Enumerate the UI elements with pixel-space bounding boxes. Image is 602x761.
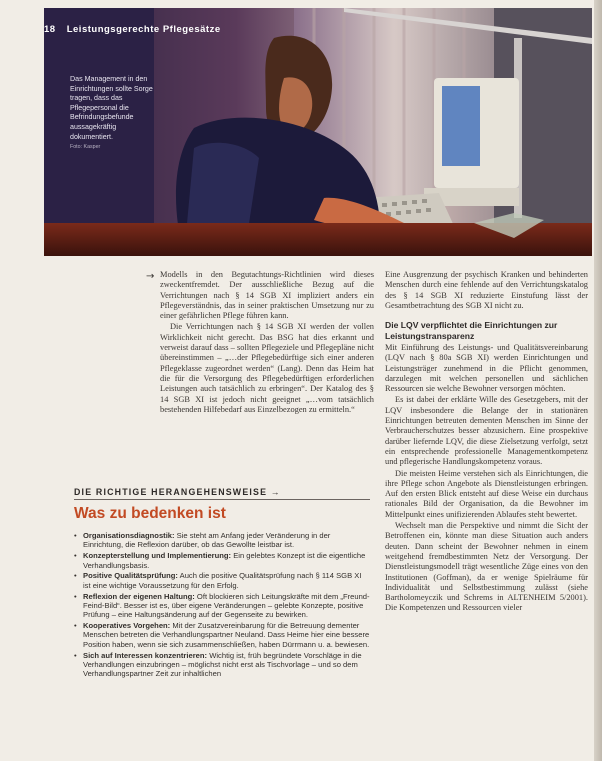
item-text: Sie steht am Anfang jeder Veränderung in der Einrichtung, die Reflexion darüber, ob das Gewollte leistbar ist. <box>83 531 331 550</box>
section-subheading: Die LQV verpflichtet die Einrichtungen zur Leistungstransparenz <box>385 320 558 341</box>
item-text: Oft blockieren sich Leitungskräfte mit dem „Freund-Feind-Bild“. Besser ist es, über eigene Veränderungen – gelebte Konzepte, positive Prüfung – eine Haltungsänderung auf der Gegenseite zu bewirken. <box>83 591 370 620</box>
list-item <box>74 651 370 679</box>
item-lead: Konzepterstellung und Implementierung: <box>83 551 232 561</box>
arrow-right-icon: → <box>146 271 155 282</box>
list-item <box>74 531 370 550</box>
box-divider <box>74 499 370 500</box>
paragraph: Die Verrichtungen nach § 14 SGB XI werden der vollen Wirklichkeit nicht gerecht. Das BSG hat dies erkannt und verweist darauf dass – sollten Pflegeziele und Pflegepläne nicht übereinstimmen – „…der Pflegebedürftige sich einer anderen Pflegeklasse zugeordnet werden“ (Lang). Denn das Heim hat die für die Versorgung des Pflegebedürftigen erforderlichen Leistungen auch tatsächlich zu erbringen“. Der Katalog des § 14 SGB XI ist jedoch nicht geeignet „…vom tatsächlich bestehenden Hilfebedarf aus Einzelbezogen zu ermitteln.“ <box>160 322 374 414</box>
box-title: Was zu bedenken ist <box>74 505 226 522</box>
list-item <box>74 592 370 620</box>
item-text: Wichtig ist, früh begründete Vorschläge in die Verhandlungen einzubringen – möglichst nicht erst als Tischvorlage – und so dem Verhandlungspartner Zeit zur inhaltlichen <box>83 650 362 679</box>
photo-credit: Foto: Kasper <box>70 144 101 151</box>
page-number: 18 <box>44 24 56 35</box>
paragraph: Eine Ausgrenzung der psychisch Kranken und behinderten Menschen durch eine fehlende auf den Verrichtungskatalog des § 14 SGB XI reduzierte Einstufung lässt der Gesamtbetrachtung des SGB XI nicht zu. <box>385 270 588 310</box>
paragraph: Modells in den Begutachtungs-Richtlinien wird dieses zweckentfremdet. Der ausschließliche Bezug auf die Verrichtungen nach § 14 SGB XI impliziert anders ein Pflegeverständnis, das in seiner praktischen Umsetzung nur zu einer gefährlichen Pflege führen kann. <box>160 270 374 321</box>
item-lead: Kooperatives Vorgehen: <box>83 621 171 631</box>
box-kicker: DIE RICHTIGE HERANGEHENSWEISE → <box>74 487 281 497</box>
paragraph: Die meisten Heime verstehen sich als Einrichtungen, die ihre Pflege schon Angebote als Dienstleistungen erbringen. Auf den ersten Blick entsteht auf diese Weise ein durchaus rationales Bild der Organisation, da die Bewohner im Mittelpunkt eines unifizierenden Ablaufes steht bewertet. <box>385 468 588 519</box>
item-text: Auch die positive Qualitätsprüfung nach § 114 SGB XI ist eine wichtige Voraussetzung für den Erfolg. <box>83 571 362 590</box>
item-lead: Sich auf Interessen konzentrieren: <box>83 650 208 660</box>
page-gutter-shadow <box>594 0 602 761</box>
checklist <box>74 531 370 680</box>
body-column-right <box>385 270 588 615</box>
running-title: Leistungsgerechte Pflegesätze <box>66 24 221 35</box>
item-lead: Organisationsdiagnostik: <box>83 531 175 540</box>
body-column-left <box>160 270 374 416</box>
photo-caption <box>70 75 158 153</box>
list-item <box>74 551 370 570</box>
item-text: Mit der Zusatzvereinbarung für die Betreuung dementer Menschen betreten die Verhandlungspartner Neuland. Dass Heime hier eine bessere Position haben, wenn sie sich zusammenschließen, haben Dürrmann u. a. bewiesen. <box>83 621 370 649</box>
list-item <box>74 571 370 590</box>
caption-text: Das Management in den Einrichtungen sollte Sorge tragen, dass das Pflegepersonal die Befrindungsbefunde aussagekräftig dokumentiert. <box>70 75 153 141</box>
paragraph: Mit Einführung des Leistungs- und Qualitätsvereinbarung (LQV nach § 80a SGB XI) werden Einrichtungen und Leistungsträger zunehmend in die Pflicht genommen, darzulegen mit welchen personellen und sächlichen Ressourcen sie welche Bewohner versorgen möchten. <box>385 343 588 394</box>
item-lead: Reflexion der eigenen Haltung: <box>83 591 195 601</box>
running-header <box>44 24 221 35</box>
paragraph: Wechselt man die Perspektive und nimmt die Sicht der Betroffenen ein, könnte man diese Situation auch anders deuten. Dann scheint der Bewohner nehmen in einem weitgehend fremdbestimmten Netz der Versorgung. Der Dienstleistungsmodell trägt wesentliche Züge eines von den Institutionen (Goffman), da er wenige Spielräume für Individualität und Selbstbestimmung zulässt (siehe Bartholomeyczik und Schrems in ALTENHEIM 5/2001). Die Kompetenzen und Ressourcen vieler <box>385 521 588 613</box>
list-item <box>74 621 370 649</box>
paragraph: Es ist dabei der erklärte Wille des Gesetzgebers, mit der LQV insbesondere die Belange der in stationären Einrichtungen betreuten dementen Menschen im Sinne der Verbraucherschutzes besser abzusichern. Eine prospektive darüber liefernde LQV, die diese Zielsetzung verfolgt, setzt ein entsprechende professionelle Managementkompetenz und pflegerische Handlungskompetenz voraus. <box>385 395 588 467</box>
item-lead: Positive Qualitätsprüfung: <box>83 571 178 581</box>
item-text: Ein gelebtes Konzept ist die eigentliche Verhandlungsbasis. <box>83 551 366 570</box>
